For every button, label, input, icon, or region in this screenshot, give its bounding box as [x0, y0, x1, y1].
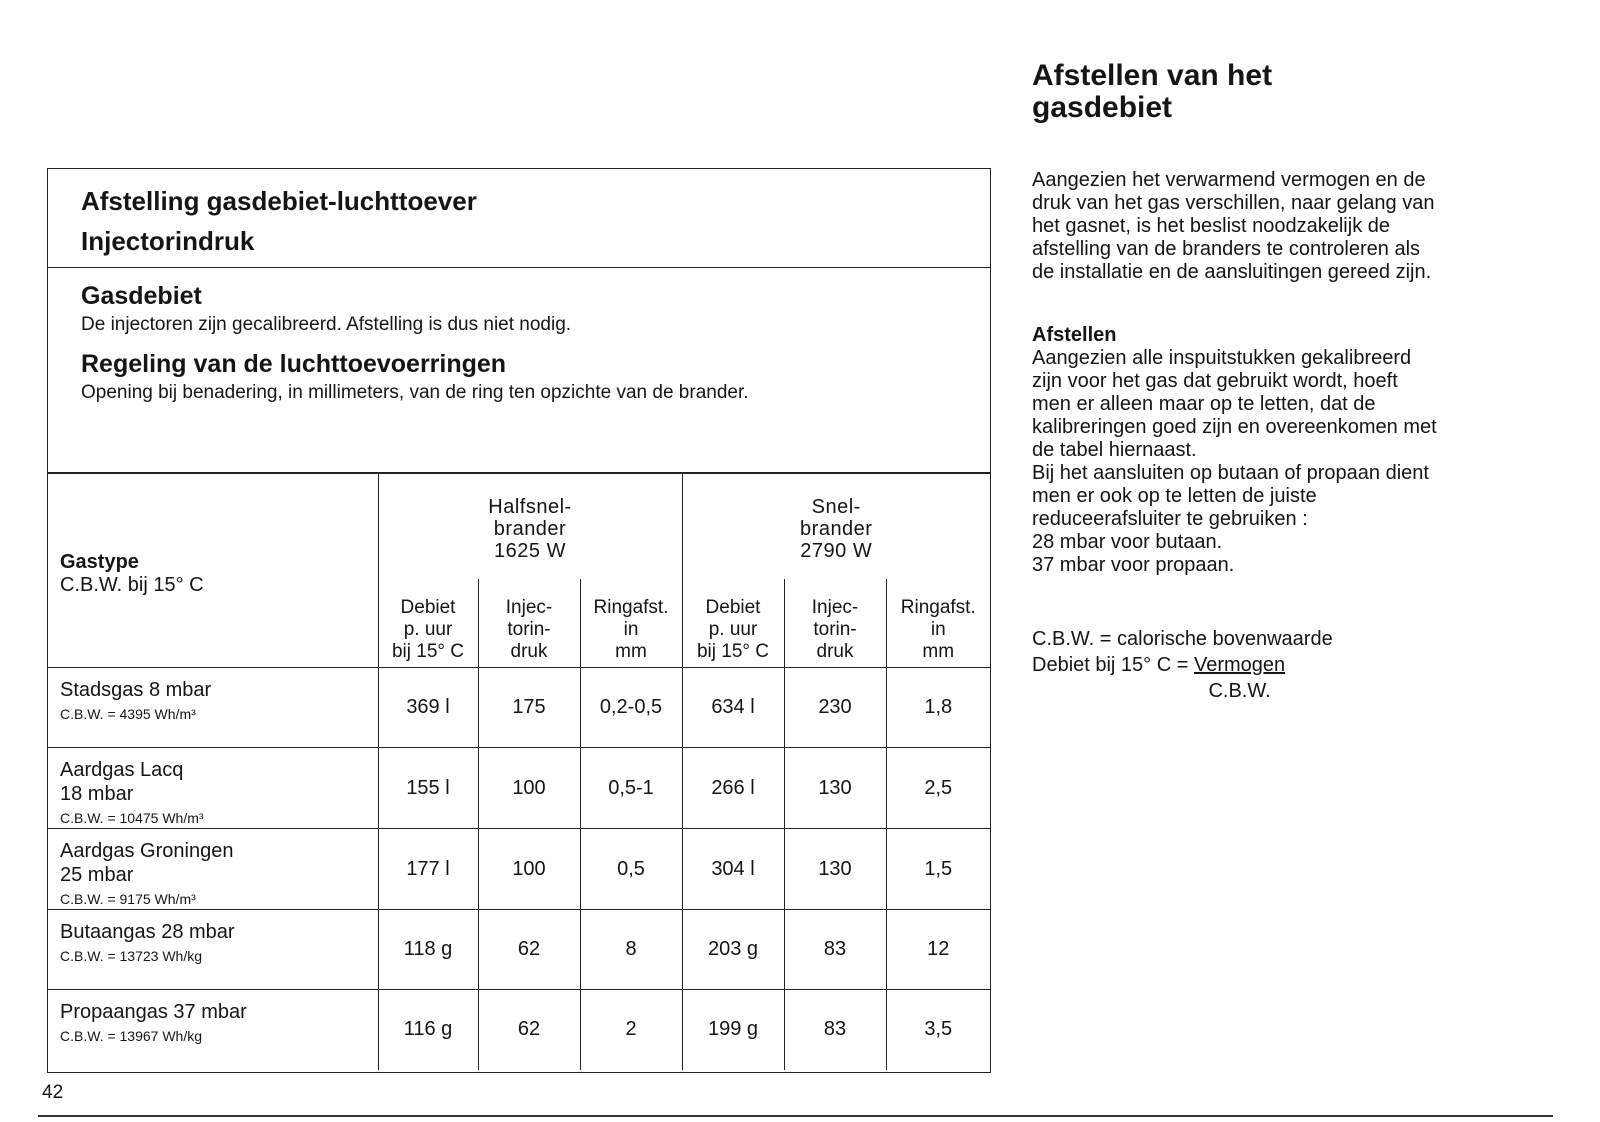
value-cell: 369 l — [378, 668, 478, 748]
value-cell: 130 — [784, 748, 886, 829]
right-column — [1032, 60, 1552, 577]
table-row — [48, 748, 990, 829]
table-row — [48, 910, 990, 990]
subheader-cell: Debiet p. uur bij 15° C — [378, 579, 478, 668]
value-cell: 116 g — [378, 990, 478, 1070]
gastype-header — [48, 474, 378, 668]
value-cell: 1,5 — [886, 829, 990, 910]
gasdebiet-heading: Gasdebiet — [81, 282, 202, 310]
burner-header-snel — [682, 474, 990, 579]
debiet-formula — [1032, 652, 1333, 704]
value-cell: 266 l — [682, 748, 784, 829]
value-cell: 0,5-1 — [580, 748, 682, 829]
subheader-cell: Debiet p. uur bij 15° C — [682, 579, 784, 668]
table-row — [48, 829, 990, 910]
value-cell: 634 l — [682, 668, 784, 748]
value-cell: 83 — [784, 910, 886, 990]
value-cell: 1,8 — [886, 668, 990, 748]
gastype-title: Gastype — [60, 551, 139, 573]
afstellen-heading: Afstellen — [1032, 324, 1117, 346]
value-cell: 3,5 — [886, 990, 990, 1070]
value-cell: 175 — [478, 668, 580, 748]
burner-line: brander — [493, 518, 567, 540]
value-cell: 100 — [478, 748, 580, 829]
table-row — [48, 990, 990, 1070]
value-cell: 83 — [784, 990, 886, 1070]
gastype-subtitle: C.B.W. bij 15° C — [60, 574, 204, 596]
right-title-line2: gasdebiet — [1032, 91, 1173, 124]
burner-header-halfsnel — [378, 474, 682, 579]
gas-name-cell: Aardgas Groningen 25 mbar C.B.W. = 9175 Wh/m³ — [48, 829, 378, 910]
regeling-text: Opening bij benadering, in millimeters, van de ring ten opzichte van de brander. — [81, 382, 749, 403]
value-cell: 177 l — [378, 829, 478, 910]
box-intro — [48, 268, 990, 473]
burner-power: 1625 W — [494, 540, 566, 562]
formula-fraction — [1194, 652, 1285, 704]
value-cell: 130 — [784, 829, 886, 910]
gasdebiet-text: De injectoren zijn gecalibreerd. Afstelling is dus niet nodig. — [81, 314, 572, 335]
formula-block — [1032, 626, 1333, 704]
regeling-heading: Regeling van de luchttoevoerringen — [81, 350, 507, 378]
burner-line: Snel- — [811, 496, 861, 518]
value-cell: 2,5 — [886, 748, 990, 829]
intro-paragraph: Aangezien het verwarmend vermogen en de druk van het gas verschillen, naar gelang van het gasnet, is het beslist noodzakelijk de afstelling van de branders te controleren als de installatie en de aansluitingen gereed zijn. — [1032, 169, 1435, 283]
gas-name-cell: Propaangas 37 mbar C.B.W. = 13967 Wh/kg — [48, 990, 378, 1070]
box-title-line2: Injectorindruk — [81, 226, 255, 256]
burner-line: brander — [800, 518, 873, 540]
gas-adjustment-box — [47, 168, 991, 1073]
value-cell: 0,5 — [580, 829, 682, 910]
value-cell: 230 — [784, 668, 886, 748]
footer-rule — [38, 1115, 1553, 1117]
value-cell: 100 — [478, 829, 580, 910]
gas-name-cell: Aardgas Lacq 18 mbar C.B.W. = 10475 Wh/m³ — [48, 748, 378, 829]
subheader-cell: Ringafst. in mm — [580, 579, 682, 668]
burner-power: 2790 W — [800, 540, 873, 562]
value-cell: 199 g — [682, 990, 784, 1070]
value-cell: 62 — [478, 910, 580, 990]
burner-line: Halfsnel- — [488, 496, 572, 518]
formula-numerator: Vermogen — [1193, 654, 1286, 676]
value-cell: 304 l — [682, 829, 784, 910]
gas-name-cell: Butaangas 28 mbar C.B.W. = 13723 Wh/kg — [48, 910, 378, 990]
value-cell: 12 — [886, 910, 990, 990]
table-row — [48, 668, 990, 748]
injector-table — [48, 473, 990, 1070]
value-cell: 118 g — [378, 910, 478, 990]
value-cell: 203 g — [682, 910, 784, 990]
value-cell: 155 l — [378, 748, 478, 829]
burner-header-row — [48, 474, 990, 579]
cbw-definition: C.B.W. = calorische bovenwaarde — [1032, 628, 1333, 650]
page-number: 42 — [42, 1082, 64, 1103]
value-cell: 8 — [580, 910, 682, 990]
right-title-line1: Afstellen van het — [1032, 59, 1273, 92]
value-cell: 2 — [580, 990, 682, 1070]
box-header — [48, 169, 990, 268]
gas-name-cell: Stadsgas 8 mbar C.B.W. = 4395 Wh/m³ — [48, 668, 378, 748]
subheader-cell: Ringafst. in mm — [886, 579, 990, 668]
box-title-line1: Afstelling gasdebiet-luchttoever — [81, 186, 477, 216]
formula-denominator: C.B.W. — [1208, 680, 1271, 702]
afstellen-paragraph: Aangezien alle inspuitstukken gekalibreerd zijn voor het gas dat gebruikt wordt, hoeft men er alleen maar op te letten, dat de kalibreringen goed zijn en overeenkomen met de tabel hiernaast. Bij het aansluiten op butaan of propaan dient men er ook op te letten de juiste reduceerafsluiter te gebruiken : 28 mbar voor butaan. 37 mbar voor propaan. — [1032, 347, 1437, 576]
formula-prefix: Debiet bij 15° C = — [1032, 654, 1194, 676]
value-cell: 62 — [478, 990, 580, 1070]
value-cell: 0,2-0,5 — [580, 668, 682, 748]
subheader-cell: Injec- torin- druk — [784, 579, 886, 668]
subheader-cell: Injec- torin- druk — [478, 579, 580, 668]
